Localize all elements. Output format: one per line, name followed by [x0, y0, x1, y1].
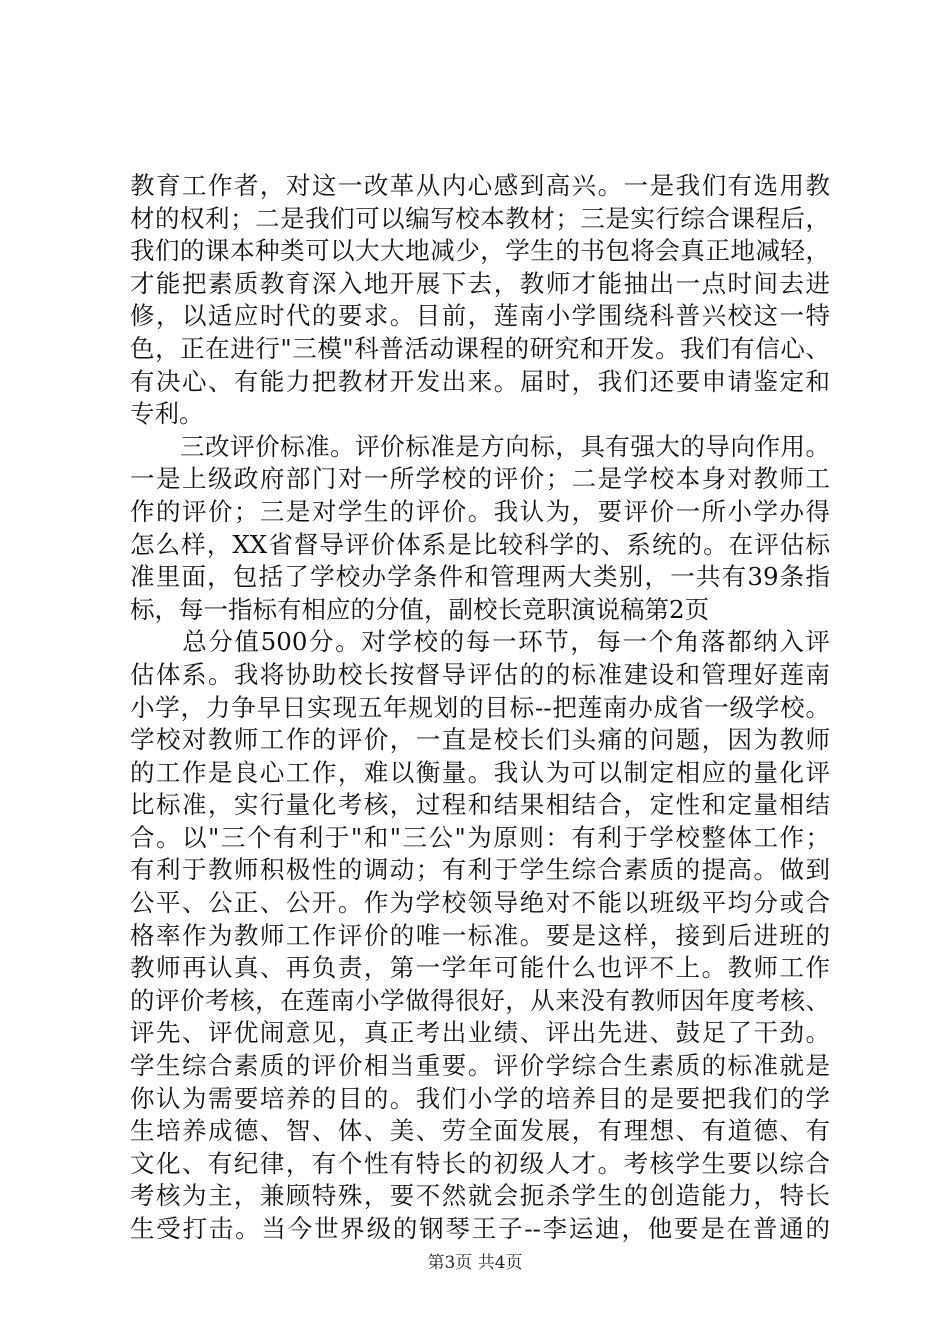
text-line: 考核为主，兼顾特殊，要不然就会扼杀学生的创造能力，特长 — [130, 1181, 830, 1211]
text-line: 格率作为教师工作评价的唯一标准。要是这样，接到后进班的 — [130, 920, 830, 950]
text-line: 有利于教师积极性的调动；有利于学生综合素质的提高。做到 — [130, 855, 830, 885]
text-line: 比标准，实行量化考核，过程和结果相结合，定性和定量相结 — [130, 790, 830, 820]
text-line: 三改评价标准。评价标准是方向标，具有强大的导向作用。 — [130, 431, 830, 461]
text-line: 总分值500分。对学校的每一环节，每一个角落都纳入评 — [130, 627, 830, 657]
text-line: 作的评价；三是对学生的评价。我认为，要评价一所小学办得 — [130, 496, 830, 526]
text-line: 生受打击。当今世界级的钢琴王子--李运迪，他要是在普通的 — [130, 1214, 830, 1243]
text-line: 标，每一指标有相应的分值，副校长竞职演说稿第2页 — [130, 594, 710, 624]
text-line: 我们的课本种类可以大大地减少，学生的书包将会真正地减轻， — [130, 236, 830, 266]
text-line: 学校对教师工作的评价，一直是校长们头痛的问题，因为教师 — [130, 725, 830, 755]
text-line: 教师再认真、再负责，第一学年可能什么也评不上。教师工作 — [130, 953, 830, 983]
page-footer: 第3页 共4页 — [427, 1253, 523, 1273]
text-line: 一是上级政府部门对一所学校的评价；二是学校本身对教师工 — [130, 464, 830, 494]
text-line: 材的权利；二是我们可以编写校本教材；三是实行综合课程后， — [130, 203, 830, 233]
text-line: 小学，力争早日实现五年规划的目标--把莲南办成省一级学校。 — [130, 692, 830, 722]
text-line: 文化、有纪律，有个性有特长的初级人才。考核学生要以综合 — [130, 1148, 830, 1178]
text-line: 生培养成德、智、体、美、劳全面发展，有理想、有道德、有 — [130, 1116, 830, 1146]
text-line: 色，正在进行"三模"科普活动课程的研究和开发。我们有信心、 — [130, 333, 830, 363]
text-line: 怎么样，XX省督导评价体系是比较科学的、系统的。在评估标 — [130, 529, 830, 559]
text-line: 估体系。我将协助校长按督导评估的的标准建设和管理好莲南 — [130, 659, 830, 689]
text-line: 公平、公正、公开。作为学校领导绝对不能以班级平均分或合 — [130, 888, 830, 918]
text-line: 的工作是良心工作，难以衡量。我认为可以制定相应的量化评 — [130, 757, 830, 787]
text-line: 准里面，包括了学校办学条件和管理两大类别，一共有39条指 — [130, 562, 830, 592]
body-text — [130, 170, 830, 1246]
text-line: 的评价考核，在莲南小学做得很好，从来没有教师因年度考核、 — [130, 985, 830, 1015]
text-line: 评先、评优闹意见，真正考出业绩、评出先进、鼓足了干劲。 — [130, 1018, 830, 1048]
text-line: 学生综合素质的评价相当重要。评价学综合生素质的标准就是 — [130, 1051, 830, 1081]
text-line: 专利。 — [130, 399, 204, 429]
text-line: 才能把素质教育深入地开展下去，教师才能抽出一点时间去进 — [130, 268, 830, 298]
text-line: 合。以"三个有利于"和"三公"为原则：有利于学校整体工作； — [130, 822, 830, 852]
text-line: 有决心、有能力把教材开发出来。届时，我们还要申请鉴定和 — [130, 366, 830, 396]
text-line: 修，以适应时代的要求。目前，莲南小学围绕科普兴校这一特 — [130, 301, 830, 331]
text-line: 教育工作者，对这一改革从内心感到高兴。一是我们有选用教 — [130, 171, 830, 200]
text-line: 你认为需要培养的目的。我们小学的培养目的是要把我们的学 — [130, 1083, 830, 1113]
